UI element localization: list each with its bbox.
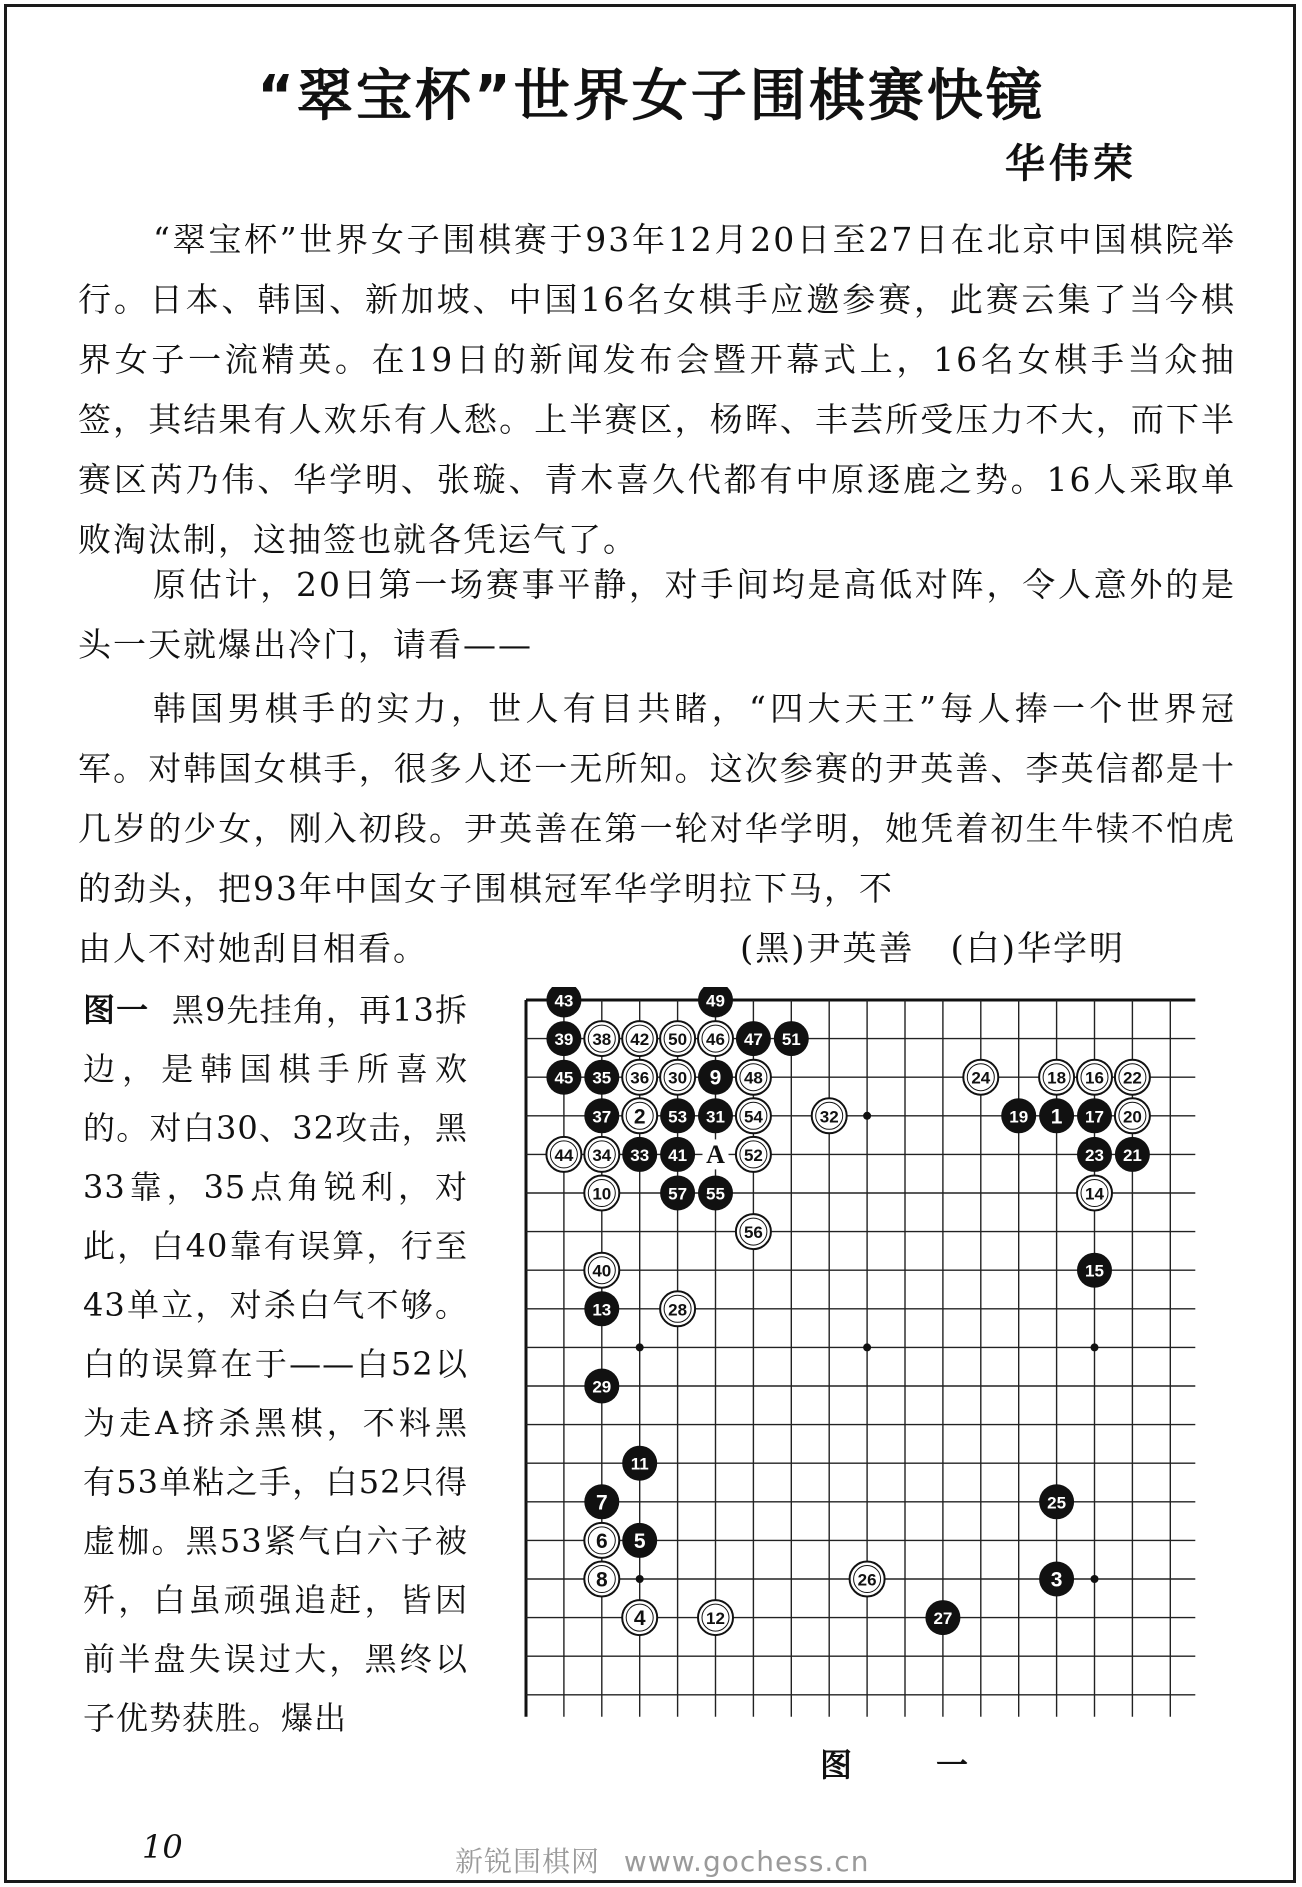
black-stone-11 [622,1446,657,1481]
stone-number: 50 [668,1030,688,1050]
stone-number: 26 [857,1570,877,1590]
black-stone-47 [736,1021,771,1056]
figure-commentary-text: 黑9先挂角，再13拆边，是韩国棋手所喜欢的。对白30、32攻击，黑33靠，35点角锐利，对此，白40靠有误算，行至43单立，对杀白气不够。白的误算在于——白52以为走A挤杀黑棋，不料黑有53单粘之手，白52只得虚枷。黑53紧气白六子被歼，白虽顽强追赶，皆因前半盘失误过大，黑终以子优势获胜。爆出 [83,991,468,1737]
stone-number: 51 [781,1030,801,1050]
black-stone-1 [1039,1098,1074,1133]
star-point [1091,1575,1099,1583]
black-stone-27 [925,1600,960,1635]
stone-number: 28 [668,1300,688,1320]
white-stone-24 [963,1060,998,1095]
stone-number: 23 [1085,1145,1104,1165]
article-author: 华伟荣 [1005,141,1137,187]
stone-number: 57 [668,1184,688,1204]
stone-number: 17 [1085,1107,1104,1127]
stone-number: 15 [1085,1261,1104,1281]
black-stone-31 [698,1098,733,1133]
stone-number: 25 [1047,1493,1067,1513]
stone-number: 19 [1009,1107,1029,1127]
stone-number: 53 [668,1107,688,1127]
paragraph-3-end: 由人不对她刮目相看。 [78,929,428,968]
stone-number: 47 [743,1030,763,1050]
stone-number: 11 [630,1454,649,1474]
black-stone-53 [660,1098,695,1133]
white-stone-34 [584,1137,619,1172]
stone-number: 2 [633,1105,646,1129]
stone-number: 14 [1085,1184,1104,1204]
stone-number: 29 [592,1377,612,1397]
stone-number: 7 [595,1491,608,1515]
stone-number: 24 [971,1068,991,1088]
black-stone-21 [1115,1137,1150,1172]
stone-number: 37 [592,1107,612,1127]
black-stone-33 [622,1137,657,1172]
stone-number: 27 [933,1609,953,1629]
stone-number: 56 [743,1223,763,1243]
stone-number: 42 [630,1030,650,1050]
black-stone-43 [546,987,581,1018]
paragraph-1: “翠宝杯”世界女子围棋赛于93年12月20日至27日在北京中国棋院举行。日本、韩国、新加坡、中国16名女棋手应邀参赛，此赛云集了当今棋界女子一流精英。在19日的新闻发布会暨开幕式上，16名女棋手当众抽签，其结果有人欢乐有人愁。上半赛区，杨晖、丰芸所受压力不大，而下半赛区芮乃伟、华学明、张璇、青木喜久代都有中原逐鹿之势。16人采取单败淘汰制，这抽签也就各凭运气了。 [78,220,1236,559]
white-stone-14 [1077,1176,1112,1211]
stone-number: 45 [554,1068,574,1088]
stone-number: 38 [592,1030,612,1050]
stone-number: 10 [592,1184,612,1204]
stone-number: 39 [554,1030,574,1050]
stone-number: 3 [1050,1568,1063,1592]
white-stone-56 [736,1214,771,1249]
stone-number: 16 [1085,1068,1104,1088]
stone-number: 52 [743,1145,763,1165]
star-point [863,1112,871,1120]
stone-number: 13 [592,1300,612,1320]
stone-number: 8 [595,1568,608,1592]
black-stone-13 [584,1291,619,1326]
stone-number: 41 [668,1145,688,1165]
go-board-diagram [515,987,1237,1717]
black-stone-17 [1077,1098,1112,1133]
black-stone-49 [698,987,733,1018]
stone-number: 31 [706,1107,725,1127]
black-stone-25 [1039,1484,1074,1519]
black-stone-19 [1001,1098,1036,1133]
white-stone-2 [622,1098,657,1133]
stone-number: 22 [1122,1068,1142,1088]
black-stone-29 [584,1369,619,1404]
watermark-url: www.gochess.cn [623,1845,870,1878]
white-stone-4 [622,1600,657,1635]
go-board [515,987,1237,1721]
white-stone-16 [1077,1060,1112,1095]
white-stone-36 [622,1060,657,1095]
white-stone-10 [584,1176,619,1211]
stone-number: 35 [592,1068,612,1088]
black-stone-35 [584,1060,619,1095]
stone-number: 20 [1122,1107,1142,1127]
star-point [863,1343,871,1351]
stone-number: 33 [630,1145,650,1165]
stone-number: 36 [630,1068,650,1088]
black-stone-15 [1077,1253,1112,1288]
white-stone-20 [1115,1098,1150,1133]
white-stone-44 [546,1137,581,1172]
watermark-site: 新锐围棋网 [455,1845,601,1878]
white-stone-12 [698,1600,733,1635]
white-stone-32 [812,1098,847,1133]
white-stone-28 [660,1291,695,1326]
stone-number: 44 [554,1145,574,1165]
white-stone-8 [584,1562,619,1597]
black-stone-51 [774,1021,809,1056]
figure-label: 图 一 [820,1746,995,1784]
marker-a: A [706,1139,725,1169]
stone-number: 1 [1050,1105,1063,1129]
stone-number: 21 [1122,1145,1142,1165]
white-stone-50 [660,1021,695,1056]
black-stone-9 [698,1060,733,1095]
white-stone-48 [736,1060,771,1095]
star-point [1091,1343,1099,1351]
white-stone-52 [736,1137,771,1172]
white-stone-30 [660,1060,695,1095]
stone-number: 55 [706,1184,725,1204]
stone-number: 30 [668,1068,688,1088]
white-stone-54 [736,1098,771,1133]
white-stone-40 [584,1253,619,1288]
paragraph-3: 韩国男棋手的实力，世人有目共睹，“四大天王”每人捧一个世界冠军。对韩国女棋手，很多人还一无所知。这次参赛的尹英善、李英信都是十几岁的少女，刚入初段。尹英善在第一轮对华学明，她凭着初生牛犊不怕虎的劲头，把93年中国女子围棋冠军华学明拉下马，不 [78,689,1236,908]
black-stone-23 [1077,1137,1112,1172]
star-point [636,1575,644,1583]
stone-number: 34 [592,1145,612,1165]
stone-number: 40 [592,1261,612,1281]
black-stone-57 [660,1176,695,1211]
page-number: 10 [142,1828,183,1866]
white-stone-6 [584,1523,619,1558]
white-stone-46 [698,1021,733,1056]
black-stone-55 [698,1176,733,1211]
stone-number: 18 [1047,1068,1067,1088]
black-stone-3 [1039,1562,1074,1597]
stone-number: 48 [743,1068,763,1088]
stone-number: 6 [595,1529,608,1553]
black-stone-41 [660,1137,695,1172]
white-stone-22 [1115,1060,1150,1095]
black-stone-5 [622,1523,657,1558]
black-stone-37 [584,1098,619,1133]
stone-number: 43 [554,991,574,1011]
white-stone-42 [622,1021,657,1056]
article-title: “翠宝杯”世界女子围棋赛快镜 [257,64,1045,129]
figure-commentary [83,981,468,1748]
black-stone-7 [584,1484,619,1519]
stone-number: 54 [743,1107,763,1127]
stone-number: 32 [819,1107,839,1127]
watermark [455,1840,869,1880]
stone-number: 9 [709,1066,722,1090]
white-stone-26 [850,1562,885,1597]
board-stones [546,987,1150,1635]
stone-number: 12 [706,1609,725,1629]
figure-players: (黑)尹英善 (白)华学明 [740,929,1126,969]
black-stone-45 [546,1060,581,1095]
paragraph-2: 原估计，20日第一场赛事平静，对手间均是高低对阵，令人意外的是头一天就爆出冷门，请看—— [78,565,1236,664]
black-stone-39 [546,1021,581,1056]
figure-commentary-lead: 图一 [83,991,150,1029]
white-stone-18 [1039,1060,1074,1095]
stone-number: 46 [706,1030,725,1050]
star-point [636,1343,644,1351]
stone-number: 4 [633,1607,646,1631]
stone-number: 5 [633,1529,646,1553]
white-stone-38 [584,1021,619,1056]
stone-number: 49 [706,991,725,1011]
paragraph-tail-row [78,919,1238,979]
